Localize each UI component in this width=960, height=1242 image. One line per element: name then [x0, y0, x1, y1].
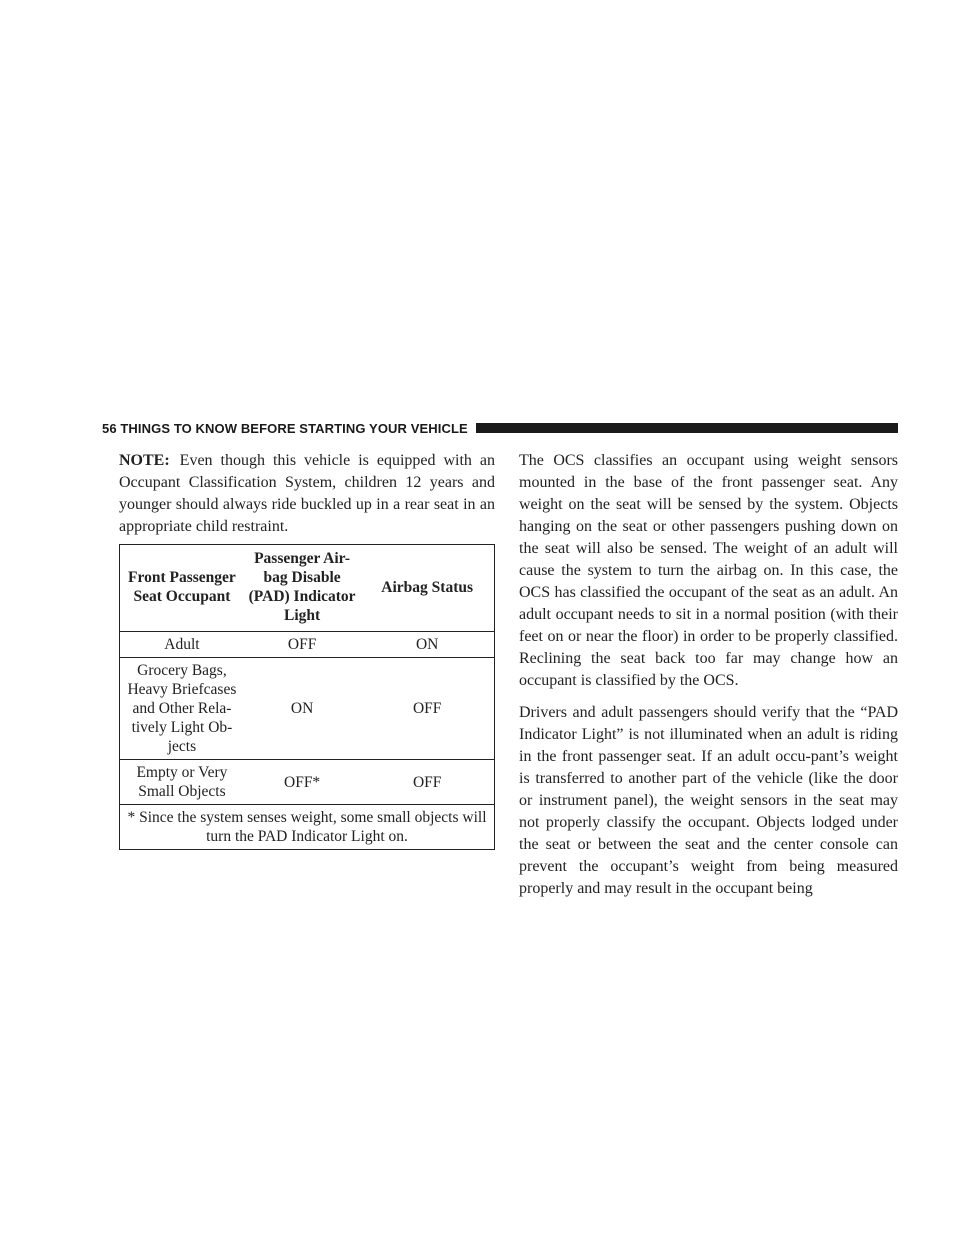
right-column — [519, 450, 898, 900]
table-row — [120, 632, 495, 658]
page-number: 56 — [102, 420, 117, 436]
table-row — [120, 658, 495, 760]
body-paragraph: The OCS classifies an occupant using weight sensors mounted in the base of the front passenger seat. Any weight on the seat will be sensed by the system. Objects hanging on the seat or other passengers pushing down on the seat will also be sensed. The weight of an adult will cause the system to turn the airbag on. In this case, the OCS has classified the occupant of the seat as an adult. An adult occupant needs to sit in a normal position (with their feet on or near the floor) in order to be properly classified. Reclining the seat back too far may change how an occupant is classified by the OCS. — [519, 452, 898, 689]
table-footnote-row — [120, 805, 495, 850]
header-airbag-status: Airbag Status — [360, 545, 494, 632]
page-header — [102, 417, 898, 439]
cell-airbag-status: OFF — [360, 760, 494, 805]
left-column — [119, 450, 495, 850]
section-title: THINGS TO KNOW BEFORE STARTING YOUR VEHICLE — [120, 420, 468, 436]
cell-airbag-status: ON — [360, 632, 494, 658]
header-occupant: Front Passenger Seat Occupant — [120, 545, 244, 632]
cell-pad-light: OFF — [244, 632, 360, 658]
table-row — [120, 760, 495, 805]
header-rule — [476, 423, 898, 433]
running-head — [102, 421, 476, 436]
note-label: NOTE: — [119, 452, 170, 469]
note-paragraph — [119, 450, 495, 538]
table-footnote: * Since the system senses weight, some small objects will turn the PAD Indicator Light on. — [120, 805, 495, 850]
cell-occupant: Empty or Very Small Objects — [120, 760, 244, 805]
header-pad-light: Passenger Air-bag Disable (PAD) Indicator Light — [244, 545, 360, 632]
table-header-row — [120, 545, 495, 632]
cell-pad-light: ON — [244, 658, 360, 760]
cell-occupant: Adult — [120, 632, 244, 658]
note-text: Even though this vehicle is equipped with an Occupant Classification System, children 12 years and younger should always ride buckled up in a rear seat in an appropriate child restraint. — [119, 452, 495, 535]
cell-airbag-status: OFF — [360, 658, 494, 760]
body-paragraph: Drivers and adult passengers should verify that the “PAD Indicator Light” is not illuminated when an adult is riding in the front passenger seat. If an adult occu-pant’s weight is transferred to another part of the vehicle (like the door or instrument panel), the weight sensors in the seat may not properly classify the occupant. Objects lodged under the seat or between the seat and the center console can prevent the occupant’s weight from being measured properly and may result in the occupant being — [519, 704, 898, 897]
cell-occupant: Grocery Bags, Heavy Briefcases and Other Rela-tively Light Ob-jects — [120, 658, 244, 760]
occupant-classification-table — [119, 544, 495, 850]
cell-pad-light: OFF* — [244, 760, 360, 805]
